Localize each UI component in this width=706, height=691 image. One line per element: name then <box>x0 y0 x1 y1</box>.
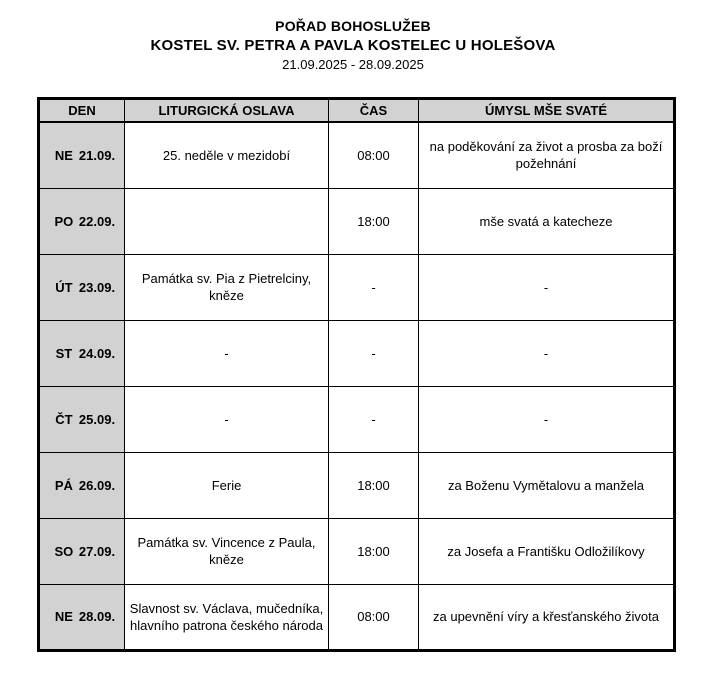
time-cell: 08:00 <box>329 122 419 188</box>
day-cell <box>39 386 125 452</box>
celebration-cell: Památka sv. Pia z Pietrelciny, kněze <box>125 254 329 320</box>
celebration-cell <box>125 188 329 254</box>
table-row <box>39 452 675 518</box>
table-row <box>39 518 675 584</box>
intention-cell: - <box>419 254 675 320</box>
day-date: 21.09. <box>78 147 116 163</box>
table-header-row <box>39 99 675 123</box>
column-header-cas: ČAS <box>329 99 419 123</box>
document-header <box>0 0 706 74</box>
column-header-den: DEN <box>39 99 125 123</box>
intention-cell: za upevnění víry a křesťanského života <box>419 584 675 650</box>
celebration-cell: - <box>125 386 329 452</box>
table-row <box>39 122 675 188</box>
day-abbreviation: ČT <box>55 411 73 427</box>
celebration-cell: Slavnost sv. Václava, mučedníka, hlavního patrona českého národa <box>125 584 329 650</box>
table-row <box>39 584 675 650</box>
day-date: 28.09. <box>78 609 116 624</box>
day-abbreviation: NE <box>54 609 73 624</box>
day-date: 26.09. <box>78 477 116 493</box>
column-header-umysl: ÚMYSL MŠE SVATÉ <box>419 99 675 123</box>
day-cell <box>39 452 125 518</box>
celebration-cell: Ferie <box>125 452 329 518</box>
day-date: 23.09. <box>78 279 116 295</box>
day-date: 27.09. <box>78 543 116 559</box>
intention-cell: mše svatá a katecheze <box>419 188 675 254</box>
table-row <box>39 188 675 254</box>
day-cell <box>39 188 125 254</box>
table-row <box>39 254 675 320</box>
intention-cell: - <box>419 320 675 386</box>
intention-cell: - <box>419 386 675 452</box>
day-abbreviation: ÚT <box>55 279 73 295</box>
day-date: 24.09. <box>78 345 116 361</box>
column-header-liturgicka-oslava: LITURGICKÁ OSLAVA <box>125 99 329 123</box>
day-abbreviation: PO <box>54 213 74 229</box>
day-cell <box>39 584 125 650</box>
day-cell <box>39 518 125 584</box>
day-cell <box>39 320 125 386</box>
day-cell <box>39 122 125 188</box>
day-date: 22.09. <box>78 213 116 229</box>
time-cell: 18:00 <box>329 518 419 584</box>
page-subtitle: KOSTEL SV. PETRA A PAVLA KOSTELEC U HOLEŠOVA <box>150 37 556 54</box>
intention-cell: na poděkování za život a prosba za boží požehnání <box>419 122 675 188</box>
table-row <box>39 386 675 452</box>
day-abbreviation: ST <box>55 345 73 361</box>
time-cell: - <box>329 254 419 320</box>
time-cell: 18:00 <box>329 188 419 254</box>
schedule-table <box>37 97 676 652</box>
day-date: 25.09. <box>78 411 116 427</box>
intention-cell: za Josefa a Františku Odložilíkovy <box>419 518 675 584</box>
celebration-cell: - <box>125 320 329 386</box>
celebration-cell: 25. neděle v mezidobí <box>125 122 329 188</box>
time-cell: 08:00 <box>329 584 419 650</box>
intention-cell: za Boženu Vymětalovu a manžela <box>419 452 675 518</box>
day-abbreviation: NE <box>54 147 73 163</box>
table-row <box>39 320 675 386</box>
day-abbreviation: PÁ <box>54 477 73 493</box>
time-cell: 18:00 <box>329 452 419 518</box>
day-cell <box>39 254 125 320</box>
time-cell: - <box>329 320 419 386</box>
celebration-cell: Památka sv. Vincence z Paula, kněze <box>125 518 329 584</box>
time-cell: - <box>329 386 419 452</box>
day-abbreviation: SO <box>54 543 74 559</box>
page-title: POŘAD BOHOSLUŽEB <box>275 18 431 34</box>
date-range: 21.09.2025 - 28.09.2025 <box>282 57 424 72</box>
